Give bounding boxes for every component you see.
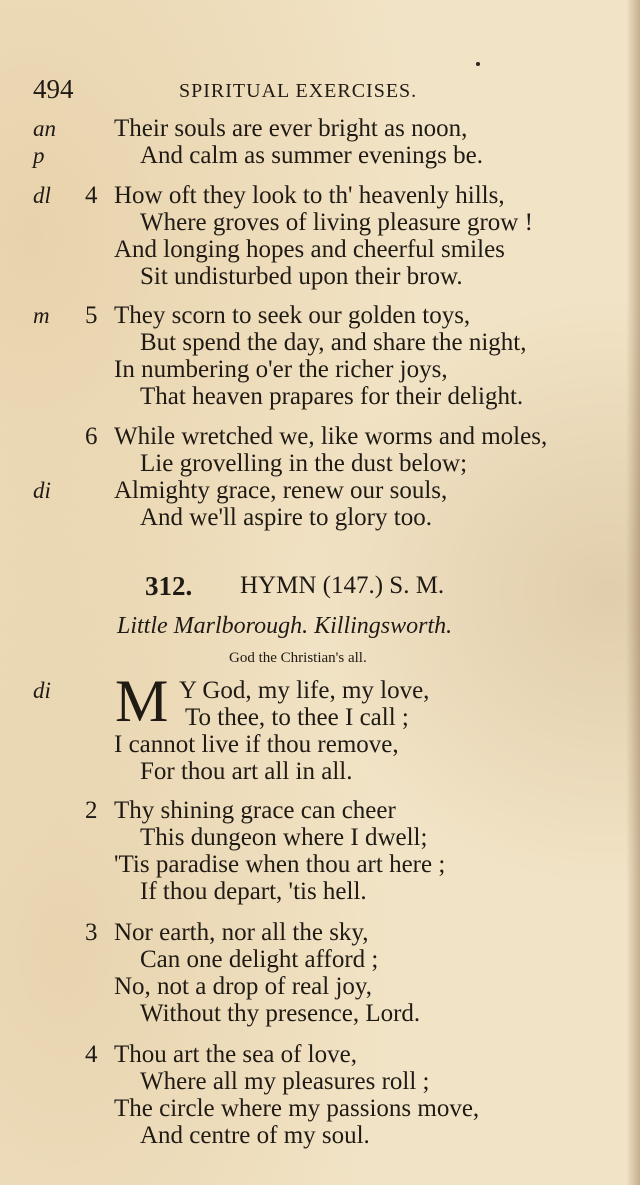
hymn-title: HYMN (147.) S. M. <box>240 572 445 599</box>
running-head: SPIRITUAL EXERCISES. <box>179 80 418 102</box>
verse-line: Their souls are ever bright as noon, <box>114 115 468 142</box>
dynamic-mark: m <box>33 303 50 328</box>
verse-line: Sit undisturbed upon their brow. <box>140 263 463 290</box>
verse-line: Thy shining grace can cheer <box>114 797 396 824</box>
verse-line: If thou depart, 'tis hell. <box>140 878 367 905</box>
dynamic-mark: di <box>33 478 51 503</box>
verse-line: Where groves of living pleasure grow ! <box>140 209 533 236</box>
verse-line: Can one delight afford ; <box>140 946 379 973</box>
stanza-number: 6 <box>85 423 98 450</box>
hymn-subject: God the Christian's all. <box>229 650 367 666</box>
verse-line: Thou art the sea of love, <box>114 1041 357 1068</box>
verse-line: How oft they look to th' heavenly hills, <box>114 182 505 209</box>
verse-line: I cannot live if thou remove, <box>114 731 399 758</box>
drop-cap: M <box>115 668 169 734</box>
verse-line: And we'll aspire to glory too. <box>140 504 432 531</box>
tune-names: Little Marlborough. Killingsworth. <box>117 613 453 639</box>
stanza-number: 5 <box>85 302 98 329</box>
dynamic-mark: dl <box>33 183 51 208</box>
verse-line: In numbering o'er the richer joys, <box>114 356 448 383</box>
dynamic-mark: di <box>33 678 51 703</box>
verse-line: Lie grovelling in the dust below; <box>140 450 468 477</box>
verse-line: Nor earth, nor all the sky, <box>114 919 369 946</box>
stanza-number: 4 <box>85 182 98 209</box>
verse-line: 'Tis paradise when thou art here ; <box>114 851 446 878</box>
verse-line: That heaven prapares for their delight. <box>140 383 524 410</box>
page-gutter-shadow <box>626 0 640 1185</box>
verse-line: No, not a drop of real joy, <box>114 973 373 1000</box>
verse-line: And longing hopes and cheerful smiles <box>114 236 505 263</box>
verse-line: For thou art all in all. <box>140 758 353 785</box>
verse-line: To thee, to thee I call ; <box>185 704 409 731</box>
dynamic-mark: p <box>33 143 45 168</box>
verse-line: Almighty grace, renew our souls, <box>114 477 448 504</box>
hymn-number: 312. <box>145 571 193 601</box>
verse-line: Without thy presence, Lord. <box>140 1000 421 1027</box>
ink-speck <box>476 62 480 66</box>
verse-line: They scorn to seek our golden toys, <box>114 302 471 329</box>
verse-line: Where all my pleasures roll ; <box>140 1068 430 1095</box>
verse-line: But spend the day, and share the night, <box>140 329 527 356</box>
stanza-number: 2 <box>85 797 98 824</box>
page-number: 494 <box>33 74 74 104</box>
stanza-number: 3 <box>85 919 98 946</box>
page-header <box>33 70 613 106</box>
verse-line: This dungeon where I dwell; <box>140 824 428 851</box>
verse-line: While wretched we, like worms and moles, <box>114 423 548 450</box>
dynamic-mark: an <box>33 116 56 141</box>
verse-line: The circle where my passions move, <box>114 1095 480 1122</box>
verse-line: And centre of my soul. <box>140 1122 370 1149</box>
verse-line: Y God, my life, my love, <box>179 677 430 704</box>
stanza-number: 4 <box>85 1041 98 1068</box>
verse-line: And calm as summer evenings be. <box>140 142 483 169</box>
